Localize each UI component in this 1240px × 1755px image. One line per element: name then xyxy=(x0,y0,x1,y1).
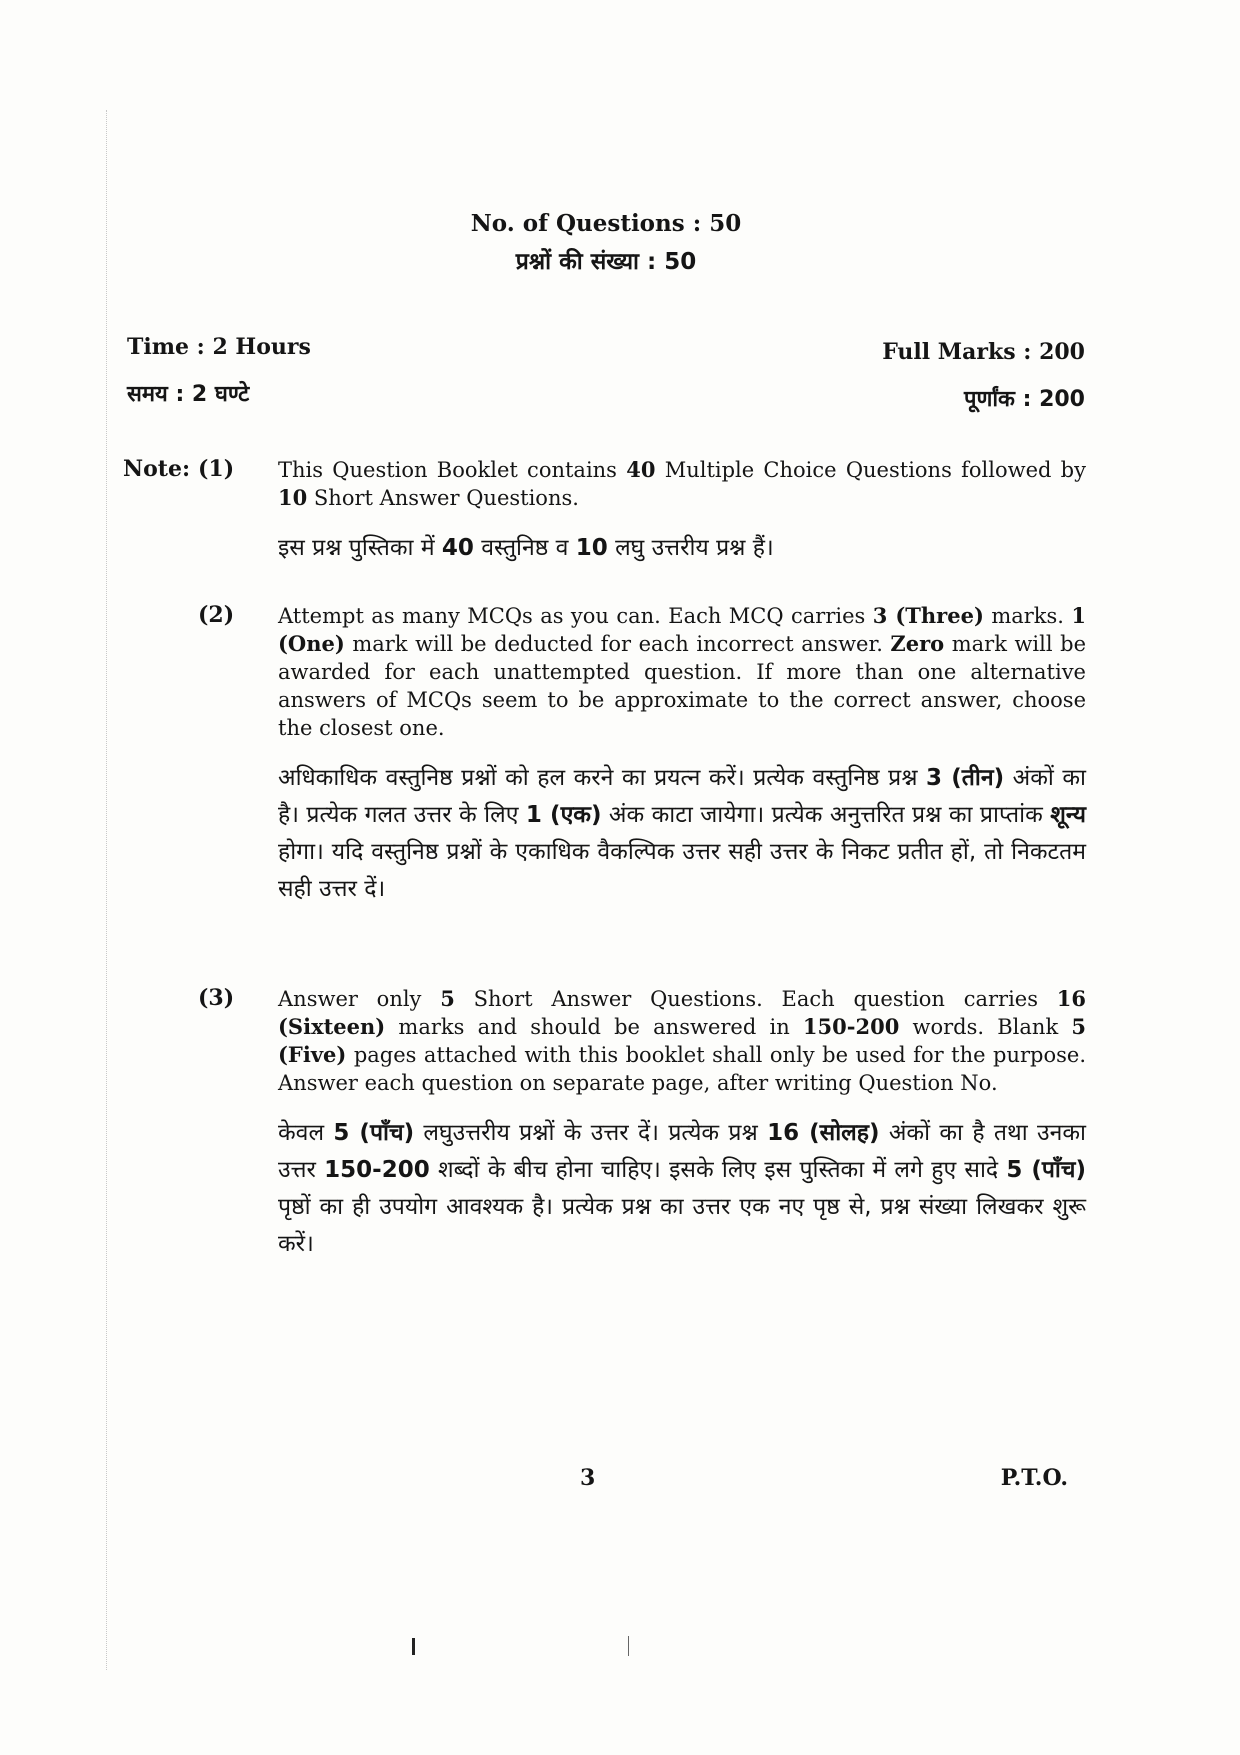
binding-mark-right xyxy=(628,1636,629,1656)
note-text-hi xyxy=(278,530,1086,567)
text-run: अधिकाधिक वस्तुनिष्ठ प्रश्नों को हल करने का प्रयत्न करें। प्रत्येक वस्तुनिष्ठ प्रश्न xyxy=(278,765,927,791)
full-marks-hi: पूर्णांक : 200 xyxy=(963,387,1085,412)
text-run: Attempt as many MCQs as you can. Each MCQ carries xyxy=(278,604,873,628)
bold-run: Zero xyxy=(890,631,945,656)
bold-run: 5 (पाँच) xyxy=(333,1120,415,1146)
note-number: (1) xyxy=(198,456,235,482)
text-run: इस प्रश्न पुस्तिका में xyxy=(278,535,442,561)
bold-run: शून्य xyxy=(1050,802,1086,828)
text-run: pages attached with this booklet shall only be used for the purpose. Answer each question on separate page, after writing Question No. xyxy=(278,1043,1086,1095)
bold-run: 150-200 xyxy=(324,1157,430,1183)
bold-run: 10 xyxy=(278,485,308,510)
text-run: marks and should be answered in xyxy=(385,1015,803,1039)
marks-block xyxy=(882,328,1085,424)
note-text-en xyxy=(278,985,1086,1097)
full-marks-en: Full Marks : 200 xyxy=(882,339,1085,365)
note-text-en xyxy=(278,456,1086,512)
bold-run: 3 (Three) xyxy=(872,603,984,628)
text-run: शब्दों के बीच होना चाहिए। इसके लिए इस पुस्तिका में लगे हुए सादे xyxy=(429,1157,1007,1183)
bold-run: 3 (तीन) xyxy=(926,765,1005,791)
header xyxy=(0,205,1212,281)
note-body xyxy=(278,985,1086,1263)
text-run: mark will be deducted for each incorrect answer. xyxy=(344,632,891,656)
text-run: This Question Booklet contains xyxy=(278,458,627,482)
text-run: words. Blank xyxy=(899,1015,1072,1039)
note-label: Note: xyxy=(123,456,191,482)
text-run: पृष्ठों का ही उपयोग आवश्यक है। प्रत्येक प्रश्न का उत्तर एक नए पृष्ठ से, प्रश्न संख्या लिखकर शुरू करें। xyxy=(278,1194,1086,1257)
bold-run: 5 (Five) xyxy=(278,1014,1086,1067)
time-block xyxy=(127,323,311,419)
page-number: 3 xyxy=(580,1465,596,1491)
text-run: होगा। यदि वस्तुनिष्ठ प्रश्नों के एकाधिक वैकल्पिक उत्तर सही उत्तर के निकट प्रतीत हों, तो निकटतम सही उत्तर दें। xyxy=(278,839,1086,902)
binding-mark-left xyxy=(412,1638,415,1655)
bold-run: 150-200 xyxy=(802,1014,900,1039)
time-en: Time : 2 Hours xyxy=(127,334,311,360)
bold-run: 16 (Sixteen) xyxy=(278,986,1086,1039)
text-run: Short Answer Questions. xyxy=(307,486,579,510)
bold-run: 5 (पाँच) xyxy=(1006,1157,1086,1183)
note-number: (2) xyxy=(198,602,235,628)
questions-count-hi: प्रश्नों की संख्या : 50 xyxy=(515,249,697,275)
text-run: Answer only xyxy=(278,987,441,1011)
note-number: (3) xyxy=(198,985,235,1011)
pto-label: P.T.O. xyxy=(1000,1465,1068,1491)
bold-run: 1 (One) xyxy=(278,603,1086,656)
bold-run: 5 xyxy=(440,986,455,1011)
text-run: लघुउत्तरीय प्रश्नों के उत्तर दें। प्रत्येक प्रश्न xyxy=(414,1120,768,1146)
bold-run: 40 xyxy=(626,457,656,482)
scan-edge-artifact xyxy=(106,110,108,1670)
text-run: लघु उत्तरीय प्रश्न हैं। xyxy=(607,535,774,561)
text-run: mark will be awarded for each unattempted question. If more than one alternative answers of MCQs seem to be approximate to the correct answer, choose the closest one. xyxy=(278,632,1086,740)
bold-run: 1 (एक) xyxy=(525,802,602,828)
time-hi: समय : 2 घण्टे xyxy=(127,382,250,407)
note-body xyxy=(278,602,1086,908)
bold-run: 10 xyxy=(575,535,608,561)
text-run: Short Answer Questions. Each question carries xyxy=(454,987,1057,1011)
note-body xyxy=(278,456,1086,567)
bold-run: 16 (सोलह) xyxy=(767,1120,880,1146)
note-text-hi xyxy=(278,1115,1086,1263)
bold-run: 40 xyxy=(441,535,474,561)
text-run: अंकों का है तथा उनका उत्तर xyxy=(278,1120,1086,1183)
text-run: Multiple Choice Questions followed by xyxy=(655,458,1086,482)
text-run: अंक काटा जायेगा। प्रत्येक अनुत्तरित प्रश्न का प्राप्तांक xyxy=(601,802,1051,828)
text-run: वस्तुनिष्ठ व xyxy=(473,535,576,561)
text-run: अंकों का है। प्रत्येक गलत उत्तर के लिए xyxy=(278,765,1086,828)
questions-count-en: No. of Questions : 50 xyxy=(470,210,742,237)
note-text-en xyxy=(278,602,1086,742)
text-run: केवल xyxy=(278,1120,334,1146)
text-run: marks. xyxy=(983,604,1072,628)
note-text-hi xyxy=(278,760,1086,908)
